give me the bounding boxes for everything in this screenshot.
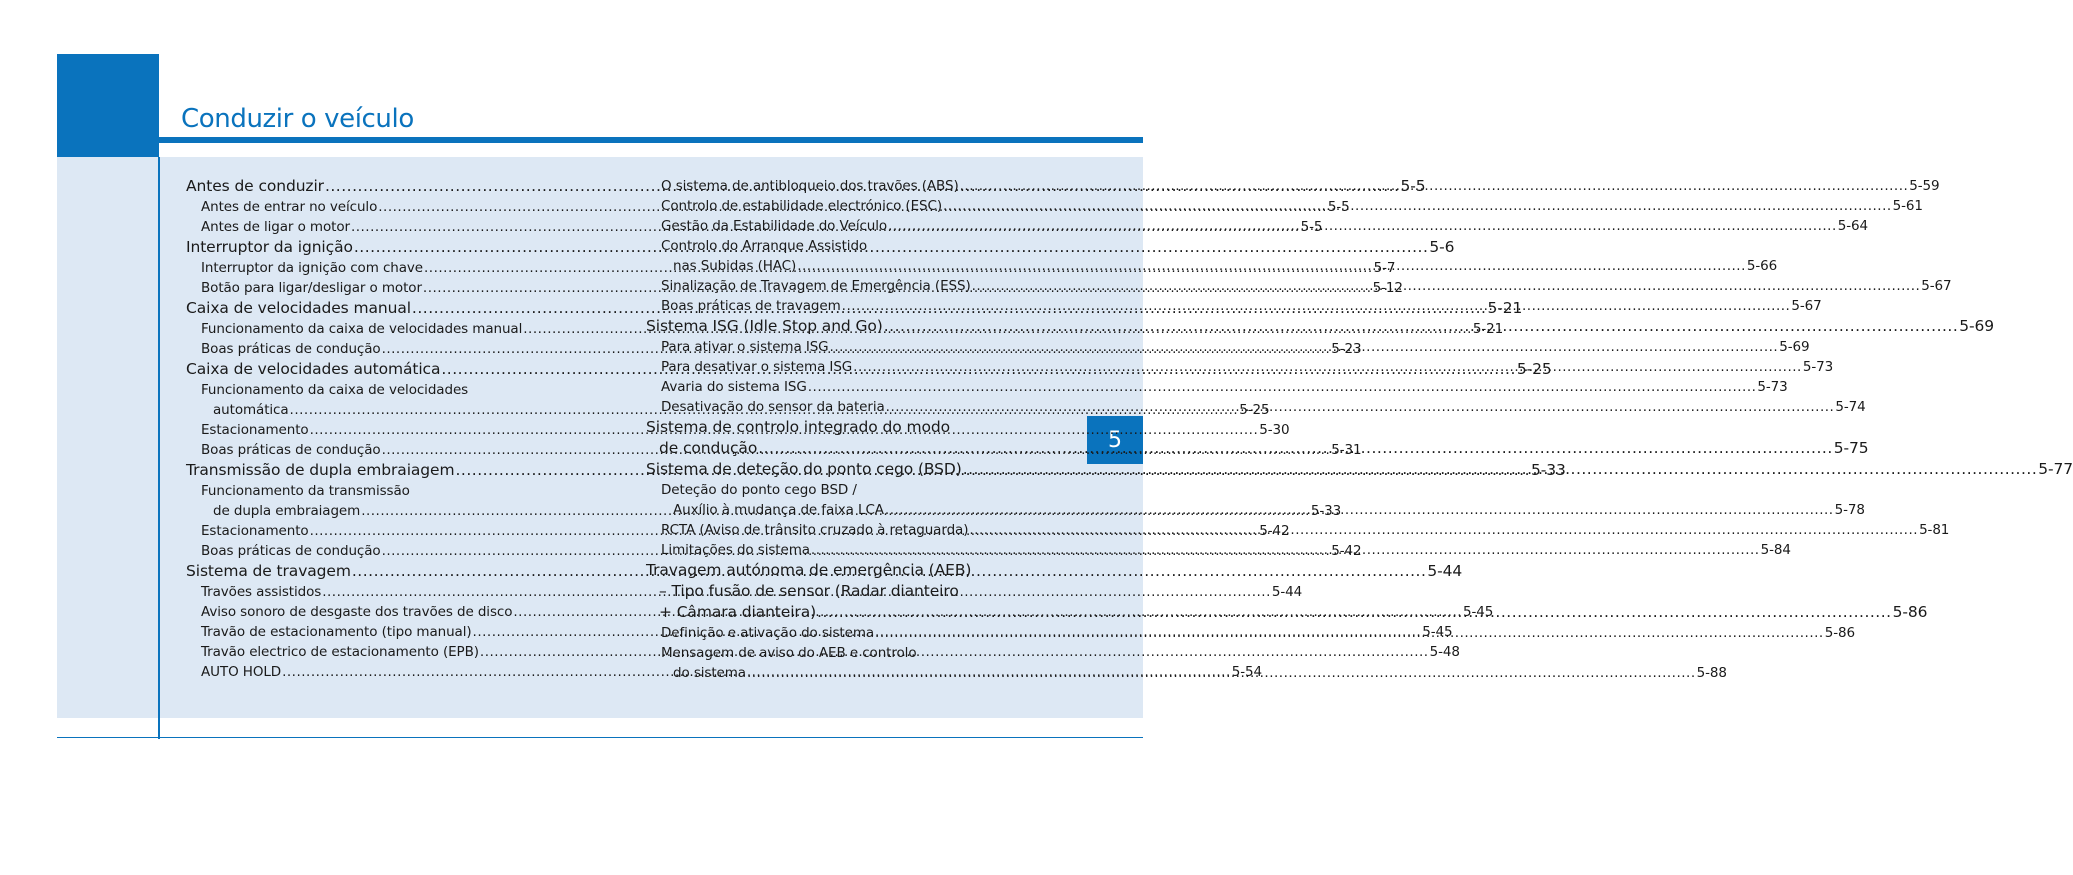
toc-entry[interactable]: Aviso sonoro de desgaste dos travões de disco ..... 5-45 bbox=[186, 602, 600, 622]
toc-section-line: Travagem autónoma de emergência (AEB) bbox=[646, 561, 972, 579]
toc-entry[interactable]: de dupla embraiagem ..... 5-33 bbox=[186, 501, 600, 521]
toc-entry[interactable]: Boas práticas de condução ..... 5-31 bbox=[186, 440, 600, 460]
toc-entry[interactable]: Antes de ligar o motor ..... 5-5 bbox=[186, 217, 600, 237]
toc-entry[interactable]: do sistema ..... 5-88 bbox=[646, 663, 1060, 683]
toc-section[interactable]: Sistema de travagem ..... 5-44 bbox=[186, 561, 600, 582]
header-color-block bbox=[57, 54, 159, 157]
toc-entry[interactable]: Travões assistidos ..... 5-44 bbox=[186, 582, 600, 602]
toc-section[interactable]: Caixa de velocidades automática ..... 5-25 bbox=[186, 359, 600, 380]
toc-entry[interactable]: Boas práticas de travagem ..... 5-67 bbox=[646, 296, 1060, 316]
toc-entry[interactable]: O sistema de antibloqueio dos travões (ABS) ..... 5-59 bbox=[646, 176, 1060, 196]
toc-entry[interactable]: RCTA (Aviso de trânsito cruzado à retaguarda) ..... 5-81 bbox=[646, 520, 1060, 540]
toc-entry[interactable]: Definição e ativação do sistema ..... 5-86 bbox=[646, 623, 1060, 643]
toc-section[interactable]: Sistema de deteção do ponto cego (BSD) ..... 5-77 bbox=[646, 459, 1060, 480]
toc-entry[interactable]: Antes de entrar no veículo ..... 5-5 bbox=[186, 197, 600, 217]
toc-entry[interactable]: Para desativar o sistema ISG ..... 5-73 bbox=[646, 357, 1060, 377]
toc-entry[interactable]: Travão de estacionamento (tipo manual) ..... 5-45 bbox=[186, 622, 600, 642]
toc-entry[interactable]: Botão para ligar/desligar o motor ..... 5-12 bbox=[186, 278, 600, 298]
toc-section[interactable]: de condução ..... 5-75 bbox=[646, 438, 1060, 459]
toc-section[interactable]: Transmissão de dupla embraiagem ..... 5-33 bbox=[186, 460, 600, 481]
toc-entry-line: Controlo do Arranque Assistido bbox=[661, 238, 868, 254]
toc-entry[interactable]: Estacionamento ..... 5-42 bbox=[186, 521, 600, 541]
toc-section[interactable]: Interruptor da ignição ..... 5-6 bbox=[186, 237, 600, 258]
toc-entry[interactable]: Funcionamento da caixa de velocidades manual ..... 5-21 bbox=[186, 319, 600, 339]
vertical-divider bbox=[158, 157, 160, 739]
toc-entry[interactable]: Boas práticas de condução ..... 5-23 bbox=[186, 339, 600, 359]
page-title: Conduzir o veículo bbox=[181, 104, 414, 134]
toc-section[interactable]: Antes de conduzir ..... 5-5 bbox=[186, 176, 600, 197]
toc-section[interactable]: Sistema ISG (Idle Stop and Go) ..... 5-69 bbox=[646, 316, 1060, 337]
toc-entry[interactable]: Auxílio à mudança de faixa LCA ..... 5-78 bbox=[646, 500, 1060, 520]
toc-section[interactable]: + Câmara dianteira) ..... 5-86 bbox=[646, 602, 1060, 623]
toc-entry[interactable]: Controlo de estabilidade electrónico (ESC) ..... 5-61 bbox=[646, 196, 1060, 216]
toc-entry[interactable]: AUTO HOLD ..... 5-54 bbox=[186, 662, 600, 682]
toc-section-line: Sistema de controlo integrado do modo bbox=[646, 418, 950, 436]
toc-entry[interactable]: Gestão da Estabilidade do Veículo ..... 5-64 bbox=[646, 216, 1060, 236]
toc-entry[interactable]: nas Subidas (HAC) ..... 5-66 bbox=[646, 256, 1060, 276]
toc-entry[interactable]: Sinalização de Travagem de Emergência (ESS) ..... 5-67 bbox=[646, 276, 1060, 296]
toc-section-line: – Tipo fusão de sensor (Radar dianteiro bbox=[659, 582, 959, 600]
toc-entry[interactable]: Travão electrico de estacionamento (EPB) ..... 5-48 bbox=[186, 642, 600, 662]
toc-entry-line: Mensagem de aviso do AEB e controlo bbox=[661, 645, 917, 661]
toc-section[interactable]: Caixa de velocidades manual ..... 5-21 bbox=[186, 298, 600, 319]
toc-entry-line: Funcionamento da transmissão bbox=[201, 483, 410, 499]
toc-entry[interactable]: automática ..... 5-25 bbox=[186, 400, 600, 420]
toc-entry[interactable]: Limitações do sistema ..... 5-84 bbox=[646, 540, 1060, 560]
toc-entry[interactable]: Avaria do sistema ISG ..... 5-73 bbox=[646, 377, 1060, 397]
bottom-rule bbox=[57, 737, 1143, 738]
toc-entry[interactable]: Desativação do sensor da bateria ..... 5-74 bbox=[646, 397, 1060, 417]
toc-entry-line: Funcionamento da caixa de velocidades bbox=[201, 382, 469, 398]
toc-entry[interactable]: Estacionamento ..... 5-30 bbox=[186, 420, 600, 440]
toc-entry[interactable]: Boas práticas de condução ..... 5-42 bbox=[186, 541, 600, 561]
toc-entry[interactable]: Interruptor da ignição com chave ..... 5-7 bbox=[186, 258, 600, 278]
title-underline bbox=[159, 137, 1143, 143]
toc-entry[interactable]: Para ativar o sistema ISG ..... 5-69 bbox=[646, 337, 1060, 357]
chapter-tab[interactable]: 5 bbox=[1087, 416, 1143, 464]
toc-entry-line: Deteção do ponto cego BSD / bbox=[661, 482, 857, 498]
